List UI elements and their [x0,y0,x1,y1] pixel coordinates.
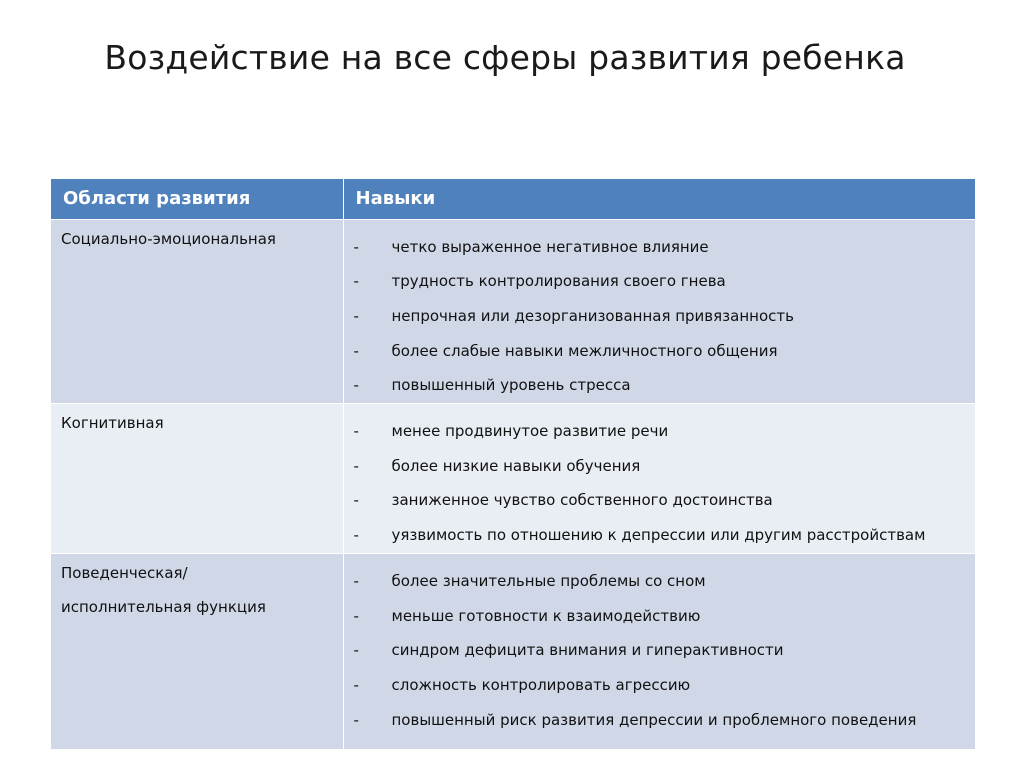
table-row [51,553,975,749]
skill-item [354,668,976,703]
skill-item [354,518,976,553]
area-cell [51,219,343,404]
dash-bullet: - [353,237,359,256]
skill-text: менее продвинутое развитие речи [391,422,669,441]
dash-bullet: - [353,376,359,395]
table-row [51,219,975,404]
area-label: исполнительная функция [61,597,266,616]
skill-text: повышенный уровень стресса [391,376,631,395]
dash-bullet: - [353,606,359,625]
skill-item [354,564,976,599]
skills-cell [343,553,975,749]
skills-cell [343,219,975,404]
skill-text: синдром дефицита внимания и гиперактивности [391,641,784,660]
dash-bullet: - [353,422,359,441]
development-skills-table [51,179,975,749]
area-cell [51,553,343,749]
dash-bullet: - [353,306,359,325]
skill-item [354,599,976,634]
dash-bullet: - [353,341,359,360]
skill-list [344,404,976,553]
header-skills: Навыки [343,179,975,219]
skill-text: заниженное чувство собственного достоинства [391,491,773,510]
area-label: Социально-эмоциональная [61,229,276,248]
slide-title: Воздействие на все сферы развития ребенка [104,38,906,77]
skill-text: четко выраженное негативное влияние [391,237,709,256]
skill-text: уязвимость по отношению к депрессии или другим расстройствам [391,526,926,545]
area-label: Поведенческая/ [61,563,188,582]
skill-list [344,220,976,404]
skill-item [354,449,976,484]
skill-text: повышенный риск развития депрессии и проблемного поведения [391,710,917,729]
skill-item [354,414,976,449]
skill-text: более низкие навыки обучения [391,456,641,475]
dash-bullet: - [353,272,359,291]
skill-item [354,264,976,299]
skills-cell [343,404,975,554]
dash-bullet: - [353,456,359,475]
skill-text: непрочная или дезорганизованная привязанность [391,306,794,325]
skill-item [354,299,976,334]
skill-item [354,633,976,668]
dash-bullet: - [353,641,359,660]
table-header-row [51,179,975,219]
table-row [51,404,975,554]
header-areas: Области развития [51,179,343,219]
skill-item [354,230,976,265]
skill-text: трудность контролирования своего гнева [391,272,726,291]
dash-bullet: - [353,526,359,545]
skill-text: более слабые навыки межличностного общения [391,341,778,360]
skill-text: сложность контролировать агрессию [391,675,691,694]
area-cell [51,404,343,554]
area-label: Когнитивная [61,414,164,433]
skill-text: более значительные проблемы со сном [391,571,706,590]
skill-item [354,334,976,369]
skill-item [354,368,976,403]
dash-bullet: - [353,675,359,694]
skill-item [354,703,976,738]
skill-text: меньше готовности к взаимодействию [391,606,701,625]
dash-bullet: - [353,491,359,510]
dash-bullet: - [353,710,359,729]
skill-item [354,483,976,518]
dash-bullet: - [353,571,359,590]
skill-list [344,554,976,738]
